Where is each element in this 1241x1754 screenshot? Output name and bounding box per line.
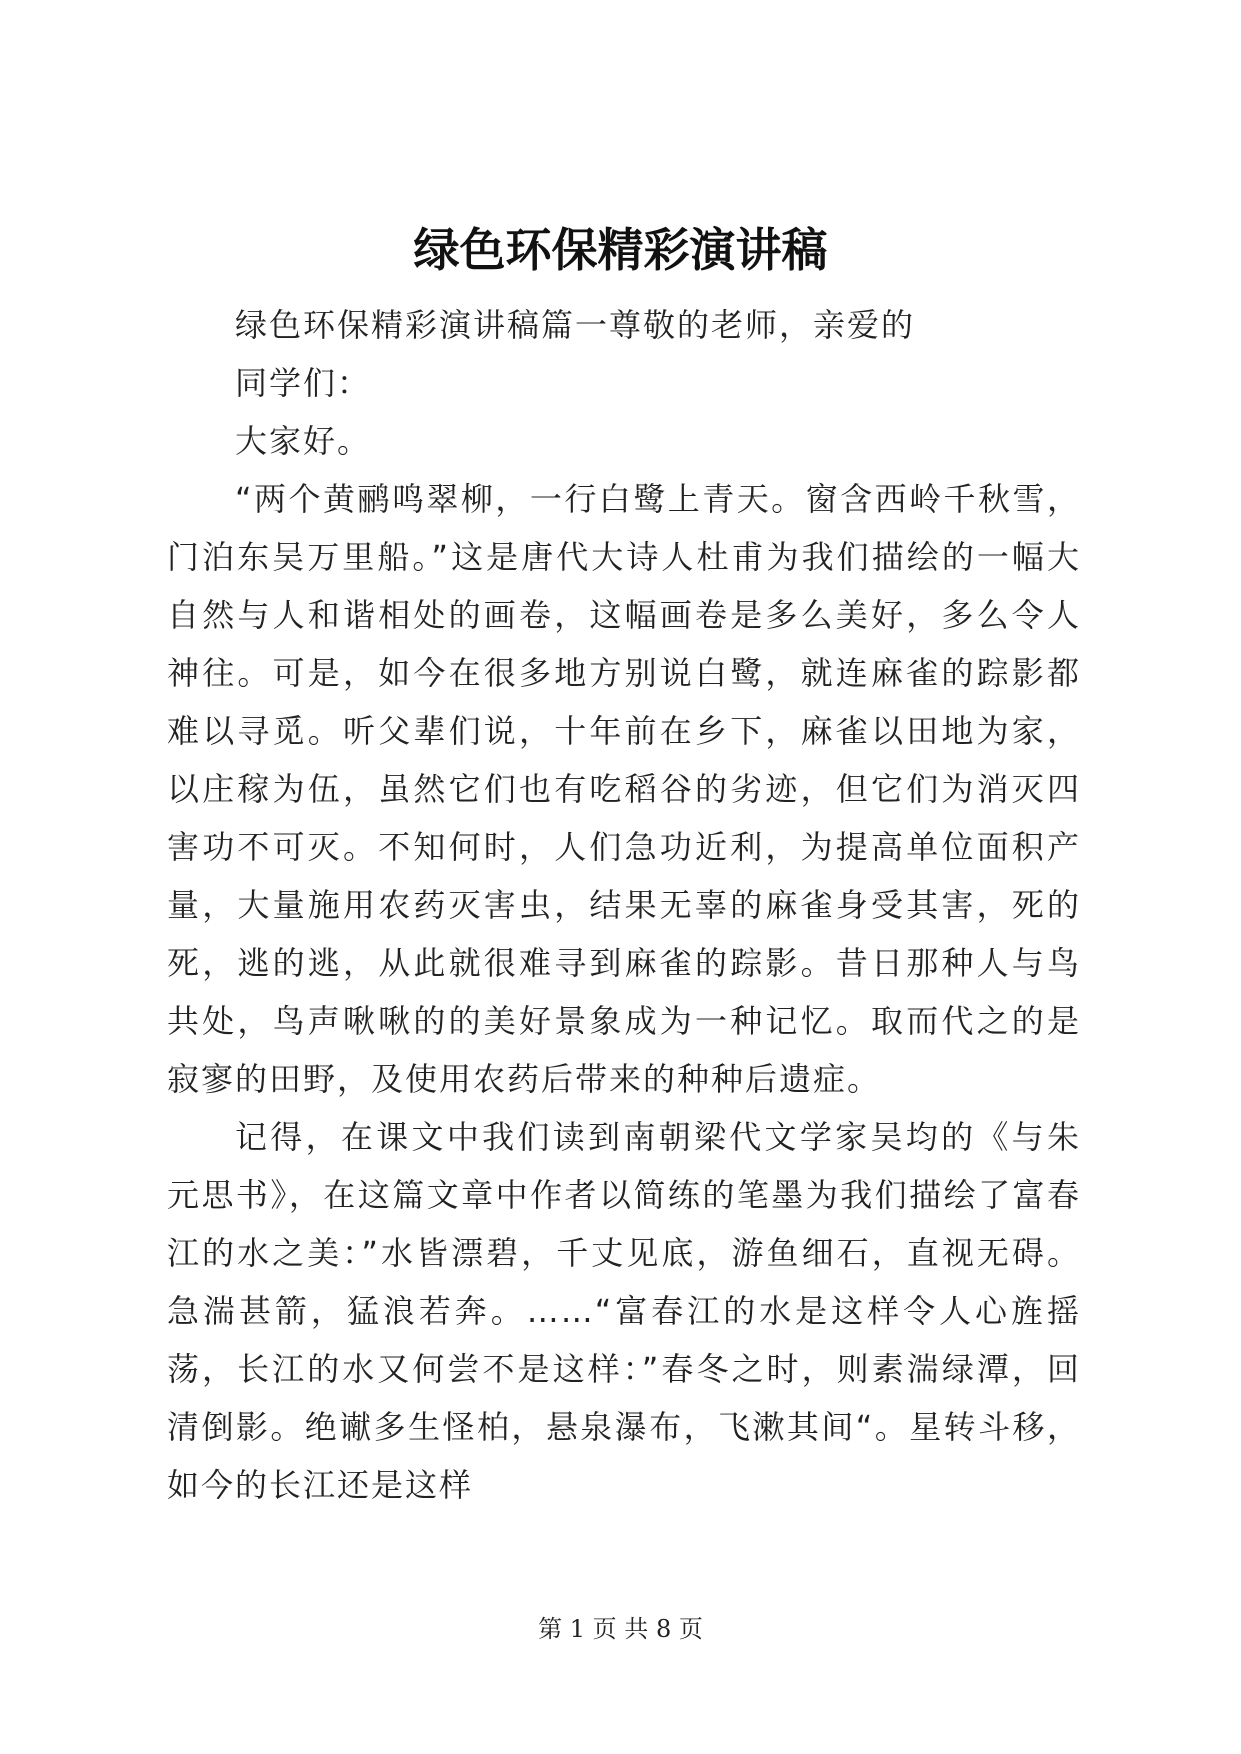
document-body (167, 296, 1081, 1514)
paragraph-3: 大家好。 (235, 422, 372, 460)
page-footer: 第 1 页 共 8 页 (538, 1615, 703, 1643)
paragraph-4: “两个黄鹂鸣翠柳，一行白鹭上青天。窗含西岭千秋雪，门泊东吴万里船。”这是唐代大诗人杜甫为我们描绘的一幅大自然与人和谐相处的画卷，这幅画卷是多么美好，多么令人神往。可是，如今在很多地方别说白鹭，就连麻雀的踪影都难以寻觅。听父辈们说，十年前在乡下，麻雀以田地为家，以庄稼为伍，虽然它们也有吃稻谷的劣迹，但它们为消灭四害功不可灭。不知何时，人们急功近利，为提高单位面积产量，大量施用农药灭害虫，结果无辜的麻雀身受其害，死的死，逃的逃，从此就很难寻到麻雀的踪影。昔日那种人与鸟共处，鸟声啾啾的的美好景象成为一种记忆。取而代之的是寂寥的田野，及使用农药后带来的种种后遗症。 (167, 480, 1081, 1098)
paragraph-2: 同学们： (235, 364, 372, 402)
paragraph-5: 记得，在课文中我们读到南朝梁代文学家吴均的《与朱元思书》，在这篇文章中作者以简练的笔墨为我们描绘了富春江的水之美：”水皆漂碧，千丈见底，游鱼细石，直视无碍。急湍甚箭，猛浪若奔。……“富春江的水是这样令人心旌摇荡，长江的水又何尝不是这样：”春冬之时，则素湍绿潭，回清倒影。绝谳多生怪柏，悬泉瀑布，飞漱其间“。星转斗移，如今的长江还是这样 (167, 1118, 1081, 1504)
paragraph-1: 绿色环保精彩演讲稿篇一尊敬的老师，亲爱的 (235, 306, 916, 344)
document-title: 绿色环保精彩演讲稿 (413, 223, 828, 277)
